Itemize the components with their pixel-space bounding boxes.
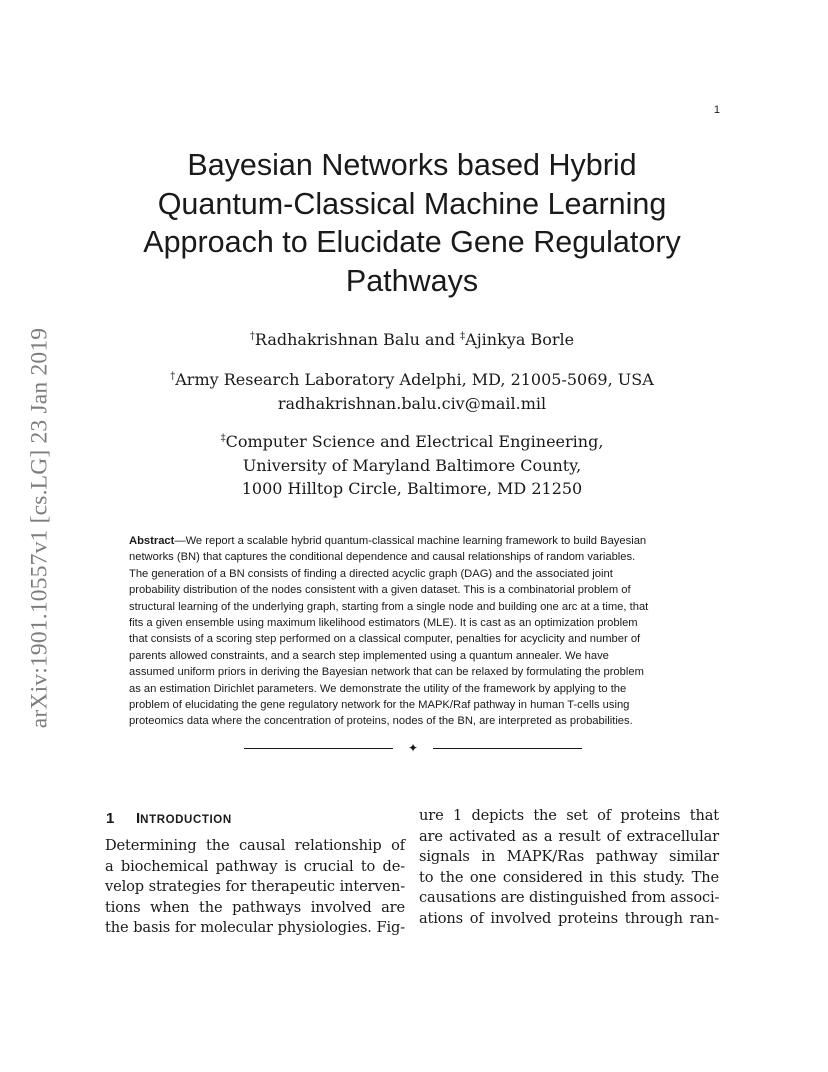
abstract-line: proteomics data where the concentration of proteins, nodes of the BN, are interpreted as probabilities. [129, 715, 633, 728]
body-line: Determining the causal relationship of [105, 837, 405, 854]
author-1-affiliation-mark: † [249, 331, 255, 342]
affiliation-1-mark: † [170, 371, 176, 382]
abstract-line: that consists of a scoring step performed on a classical computer, penalties for acyclicity and number of [129, 633, 641, 646]
affiliation-2-address: 1000 Hilltop Circle, Baltimore, MD 21250 [241, 479, 583, 498]
body-line: tions when the pathways involved are [105, 898, 405, 916]
body-line: velop strategies for therapeutic interven- [105, 878, 405, 896]
page-number: 1 [713, 104, 720, 116]
paper-title [110, 146, 714, 300]
body-column-left [105, 836, 405, 939]
title-line: Pathways [345, 263, 479, 298]
affiliation-2-department: Computer Science and Electrical Engineering, [225, 432, 604, 451]
body-line: are activated as a result of extracellular [419, 827, 719, 845]
affiliation-1 [110, 368, 714, 415]
author-2-name: Ajinkya Borle [465, 330, 575, 349]
abstract-line: fits a given ensemble using maximum likelihood estimators (MLE). It is cast as an optimization problem [129, 617, 638, 630]
abstract-line: networks (BN) that captures the conditional dependence and causal relationships of random variables. [129, 551, 636, 564]
arxiv-identifier-stamp: arXiv:1901.10557v1 [cs.LG] 23 Jan 2019 [26, 327, 53, 729]
affiliation-2 [110, 430, 714, 501]
abstract-label: Abstract [129, 535, 175, 547]
body-column-right [419, 806, 719, 930]
section-divider [244, 740, 582, 756]
body-line: to the one considered in this study. The [419, 868, 719, 886]
body-line: ure 1 depicts the set of proteins that [419, 807, 719, 824]
section-title-initial: I [136, 810, 141, 827]
abstract-line: structural learning of the underlying graph, starting from a single node and building one arc at a time, that [129, 600, 649, 613]
divider-rule-right [433, 748, 582, 749]
abstract-line: as an estimation Dirichlet parameters. We demonstrate the utility of the framework by applying to the [129, 682, 627, 695]
body-line: causations are distinguished from associ- [419, 889, 720, 907]
abstract-line: probability distribution of the nodes consistent with a given dataset. This is a combinatorial problem of [129, 584, 631, 597]
section-number: 1 [106, 810, 115, 827]
abstract-line: problem of elucidating the gene regulatory network for the MAPK/Raf pathway in human T-cells using [129, 699, 630, 712]
body-line: ations of involved proteins through ran- [419, 909, 719, 927]
author-conjunction: and [419, 330, 461, 349]
abstract-line: parents allowed constraints, and a search step implemented using a quantum annealer. We have [129, 649, 609, 662]
abstract-line: —We report a scalable hybrid quantum-classical machine learning framework to build Bayesian [174, 535, 647, 547]
body-line: signals in MAPK/Ras pathway similar [419, 848, 719, 866]
divider-rule-left [244, 748, 393, 749]
author-list [110, 328, 714, 352]
section-title-rest: NTRODUCTION [140, 814, 232, 826]
divider-diamond-icon: ✦ [407, 741, 419, 755]
abstract [129, 533, 695, 730]
author-2-affiliation-mark: ‡ [460, 331, 466, 342]
affiliation-2-mark: ‡ [220, 433, 226, 444]
title-line: Quantum-Classical Machine Learning [157, 186, 667, 221]
affiliation-1-address: Army Research Laboratory Adelphi, MD, 21005-5069, USA [175, 370, 654, 389]
body-line: the basis for molecular physiologies. Fig- [105, 919, 405, 937]
author-email: radhakrishnan.balu.civ@mail.mil [277, 393, 547, 413]
abstract-line: assumed uniform priors in deriving the Bayesian network that can be relaxed by formulating the problem [129, 666, 644, 679]
body-line: a biochemical pathway is crucial to de- [105, 857, 405, 875]
abstract-line: The generation of a BN consists of finding a directed acyclic graph (DAG) and the associated joint [129, 567, 613, 580]
section-heading-introduction [106, 810, 232, 827]
author-1-name: Radhakrishnan Balu [254, 330, 420, 349]
title-line: Bayesian Networks based Hybrid [187, 148, 637, 182]
title-line: Approach to Elucidate Gene Regulatory [143, 225, 681, 259]
affiliation-2-university: University of Maryland Baltimore County, [242, 455, 582, 475]
